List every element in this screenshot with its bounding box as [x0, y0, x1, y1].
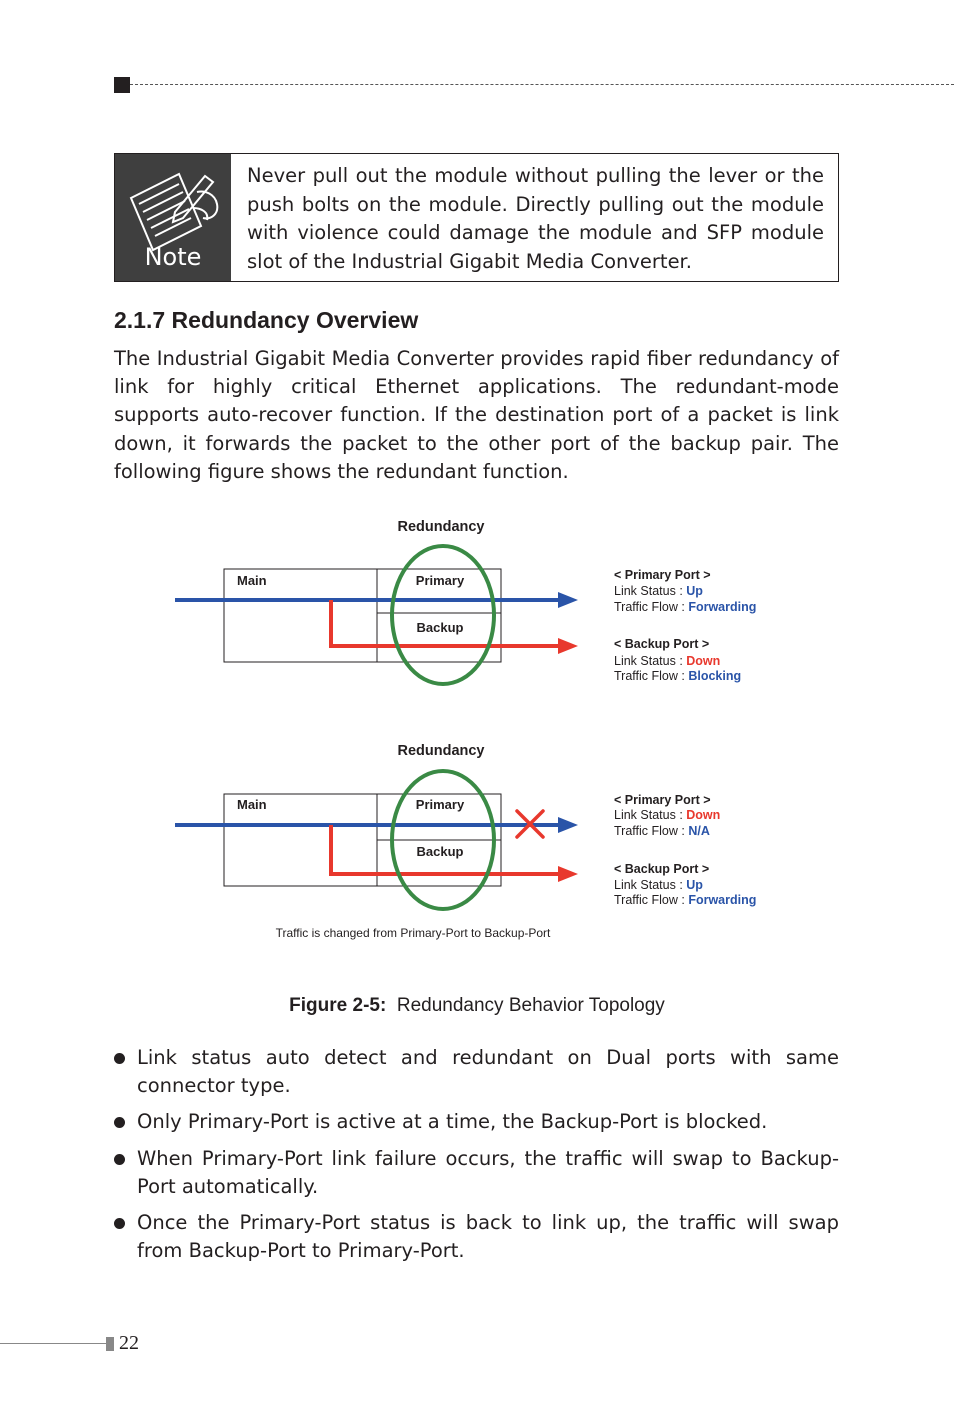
bullet-dot — [114, 1218, 125, 1229]
backup-path-arrowhead — [558, 638, 578, 654]
link-status-label: Link Status : — [614, 654, 687, 668]
bullet-item — [114, 1108, 839, 1136]
primary-port-link-status — [614, 584, 703, 598]
main-label: Main — [237, 573, 267, 588]
backup-path-arrowhead — [558, 866, 578, 882]
redundancy-diagram — [0, 500, 954, 960]
primary-port-header: < Primary Port > — [614, 568, 711, 582]
main-label: Main — [237, 797, 267, 812]
figure-label: Figure 2-5: — [289, 995, 387, 1016]
bullet-list — [114, 1044, 839, 1273]
link-status-label: Link Status : — [614, 878, 687, 892]
backup-port-header: < Backup Port > — [614, 862, 710, 876]
primary-port-header: < Primary Port > — [614, 793, 711, 807]
traffic-flow-label: Traffic Flow : — [614, 669, 689, 683]
traffic-flow-value: Forwarding — [688, 600, 757, 614]
link-status-value: Down — [686, 654, 721, 668]
traffic-flow-label: Traffic Flow : — [614, 600, 689, 614]
note-text: Never pull out the module without pulling the lever or the push bolts on the module. Directly pulling out the module with violence could damage the module and SFP module slot of the Industrial Gigabit Media Converter. — [247, 164, 824, 273]
redundancy-ellipse — [392, 546, 494, 684]
bullet-item — [114, 1209, 839, 1265]
note-icon-cell — [115, 154, 231, 281]
bullet-dot — [114, 1117, 125, 1128]
traffic-flow-value: Forwarding — [688, 893, 757, 907]
figure-title: Redundancy Behavior Topology — [396, 995, 665, 1016]
bullet-text: Only Primary-Port is active at a time, the Backup-Port is blocked. — [137, 1110, 768, 1134]
footer-rule — [0, 1343, 106, 1344]
bullet-dot — [114, 1154, 125, 1165]
backup-port-header: < Backup Port > — [614, 637, 710, 651]
header-rule — [130, 84, 954, 85]
bullet-text: Link status auto detect and redundant on Dual ports with same connector type. — [137, 1046, 839, 1098]
primary-path-arrowhead — [558, 817, 578, 833]
bullet-text: When Primary-Port link failure occurs, the traffic will swap to Backup-Port automatically. — [137, 1146, 839, 1198]
traffic-flow-value: Blocking — [688, 669, 742, 683]
body-paragraph: The Industrial Gigabit Media Converter provides rapid fiber redundancy of link for highly critical Ethernet applications. The redundant-mode supports auto-recover function. If the destination port of a packet is link down, it forwards the packet to the other port of the backup pair. The following figure shows the redundant function. — [114, 347, 839, 483]
diagram-bottom-title: Redundancy — [397, 743, 485, 759]
link-status-value: Up — [686, 878, 703, 892]
backup-label: Backup — [416, 620, 464, 635]
traffic-flow-label: Traffic Flow : — [614, 893, 689, 907]
primary-port-traffic-flow — [614, 824, 710, 838]
primary-label: Primary — [415, 573, 465, 588]
traffic-flow-value: N/A — [688, 824, 710, 838]
link-status-label: Link Status : — [614, 584, 687, 598]
link-status-label: Link Status : — [614, 808, 687, 822]
primary-port-traffic-flow — [614, 600, 756, 614]
link-status-value: Down — [686, 808, 721, 822]
backup-port-traffic-flow — [614, 669, 741, 683]
page-number: 22 — [119, 1332, 139, 1354]
bullet-dot — [114, 1053, 125, 1064]
backup-label: Backup — [416, 844, 464, 859]
link-status-value: Up — [686, 584, 703, 598]
traffic-flow-label: Traffic Flow : — [614, 824, 689, 838]
bullet-item — [114, 1044, 839, 1100]
note-label: Note — [144, 243, 202, 271]
primary-port-link-status — [614, 808, 720, 822]
section-title: 2.1.7 Redundancy Overview — [114, 307, 419, 333]
diagram-bottom — [175, 743, 756, 940]
primary-label: Primary — [415, 797, 465, 812]
figure-caption — [0, 995, 954, 1017]
diagram-caption: Traffic is changed from Primary-Port to Backup-Port — [275, 926, 551, 940]
primary-path-arrowhead — [558, 592, 578, 608]
diagram-top — [175, 519, 756, 684]
footer-square — [106, 1337, 114, 1351]
backup-port-traffic-flow — [614, 893, 756, 907]
diagram-top-title: Redundancy — [397, 519, 485, 535]
backup-port-link-status — [614, 654, 720, 668]
bullet-text: Once the Primary-Port status is back to link up, the traffic will swap from Backup-Port to Primary-Port. — [137, 1211, 839, 1263]
note-box — [114, 153, 839, 282]
bullet-item — [114, 1145, 839, 1201]
backup-port-link-status — [614, 878, 703, 892]
header-square — [114, 77, 130, 93]
